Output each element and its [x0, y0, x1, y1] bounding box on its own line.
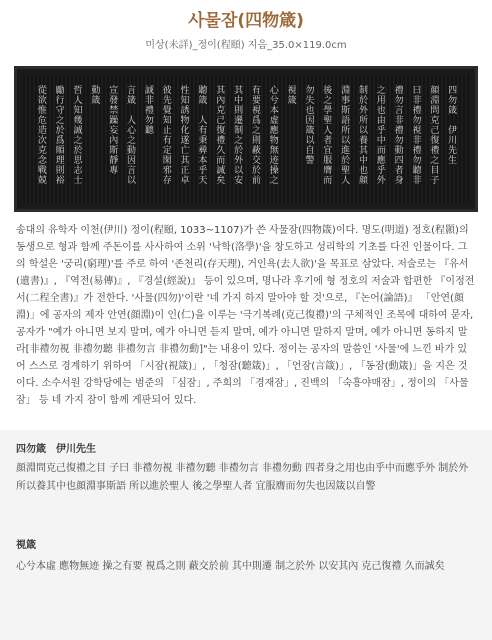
- calligraphy-column: 其中則遷制之於外以安: [232, 85, 243, 185]
- transcription-text-sijam: 心兮本虛 應物無迹 操之有要 視爲之則 蔽交於前 其中則遷 制之於外 以安其內 克己復禮 久而誠矣: [16, 561, 445, 572]
- artwork-caption: 미상(未詳)_정이(程頤) 지음_35.0×119.0cm: [145, 40, 347, 51]
- calligraphy-column: 其內克己復禮久而誠矣: [214, 85, 225, 185]
- calligraphy-column: 禮勿言非禮勿動四者身: [392, 85, 403, 185]
- calligraphy-column: 勿失也因箴以自警: [303, 85, 314, 165]
- calligraphy-column: 視箴: [285, 85, 296, 105]
- calligraphy-column: 顔淵問克己復禮之目子: [428, 85, 439, 185]
- transcription-heading-sijam: 視箴: [16, 540, 36, 551]
- calligraphy-column: 宣發禁躁妄內斯靜專: [107, 85, 118, 175]
- calligraphy-column: 四勿箴 伊川先生: [446, 85, 457, 165]
- calligraphy-column: 哲人知幾誠之於思志士: [71, 85, 82, 185]
- page-title: 사물잠(四物箴): [188, 11, 304, 31]
- transcription-box: [0, 430, 492, 640]
- calligraphy-column: 曰非禮勿視非禮勿聽非: [410, 85, 421, 185]
- calligraphy-column: 後之學聖人者宜服膺而: [321, 85, 332, 185]
- calligraphy-board-image: [14, 66, 478, 212]
- calligraphy-column: 聽箴 人有秉彛本乎天: [196, 85, 207, 185]
- calligraphy-column: 心兮本虛應物無迹操之: [267, 85, 278, 185]
- transcription-heading-sabuljam: 四勿箴 伊川先生: [16, 444, 96, 455]
- calligraphy-board-surface: [23, 75, 469, 203]
- description-paragraph: 송대의 유학자 이천(伊川) 정이(程頤, 1033~1107)가 쓴 사물잠(四物箴)이다. 명도(明道) 정호(程顥)의 동생으로 형과 함께 주돈이를 사사하여 소위 '낙학(洛學)'을 창도하고 성리학의 기초를 다진 인물이다. 그의 학설은 '궁리(窮理)'를 주로 하여 '존천리(存天理), 거인욕(去人欲)'을 목표로 삼았다. 저술로는 『유서(遺書)』, 『역전(易傳)』, 『경설(經說)』 등이 있으며, 명나라 후기에 형 정호의 저술과 합편한 『이정전서(二程全書)』가 전한다. '사물(四勿)'이란 '네 가지 하지 말아야 할 것'으로, 『논어(論語)』 「안연(顔淵)」에 공자의 제자 안연(顔淵)이 인(仁)을 이루는 '극기복례(克己復禮)'의 구체적인 조목에 대하여 묻자, 공자가 "예가 아니면 보지 말며, 예가 아니면 듣지 말며, 예가 아니면 말하지 말며, 예가 아니면 동하지 말라[非禮勿視 非禮勿聽 非禮勿言 非禮勿動]"는 내용이 있다. 정이는 공자의 말씀인 '사물'에 느낀 바가 있어 스스로 경계하기 위하여 「시잠(視箴)」, 「청잠(聽箴)」, 「언잠(言箴)」, 「동잠(動箴)」을 지은 것이다. 소수서원 강학당에는 범준의 「심잠」, 주희의 「경재잠」, 진백의 「숙흥야매잠」, 정이의 「사물잠」 등 네 가지 잠이 함께 게판되어 있다.: [16, 225, 475, 406]
- calligraphy-column: 從欲惟危造次克念戰兢: [35, 85, 46, 185]
- calligraphy-column: 之用也由乎中而應乎外: [374, 85, 385, 185]
- calligraphy-column: 言箴 人心之動因言以: [125, 85, 136, 185]
- calligraphy-column: 誠非禮勿聽: [142, 85, 153, 135]
- calligraphy-column: 淵事斯語所以進於聖人: [339, 85, 350, 185]
- calligraphy-column: 有要視爲之則蔽交於前: [249, 85, 260, 185]
- calligraphy-column: 制於外所以養其中也顔: [356, 85, 367, 185]
- calligraphy-column: 性知誘物化遂亡其正卓: [178, 85, 189, 185]
- calligraphy-column: 彼先覺知止有定閑邪存: [160, 85, 171, 185]
- transcription-text-sabuljam: 顔淵問克己復禮之目 子曰 非禮勿視 非禮勿聽 非禮勿言 非禮勿動 四者身之用也由乎中而應乎外 制於外 所以養其中也顔淵事斯語 所以進於聖人 後之學聖人者 宜服膺而勿失也因箴以自警: [16, 463, 469, 492]
- calligraphy-column: 勵行守之於爲順理則裕: [53, 85, 64, 185]
- calligraphy-column: 動箴: [89, 85, 100, 105]
